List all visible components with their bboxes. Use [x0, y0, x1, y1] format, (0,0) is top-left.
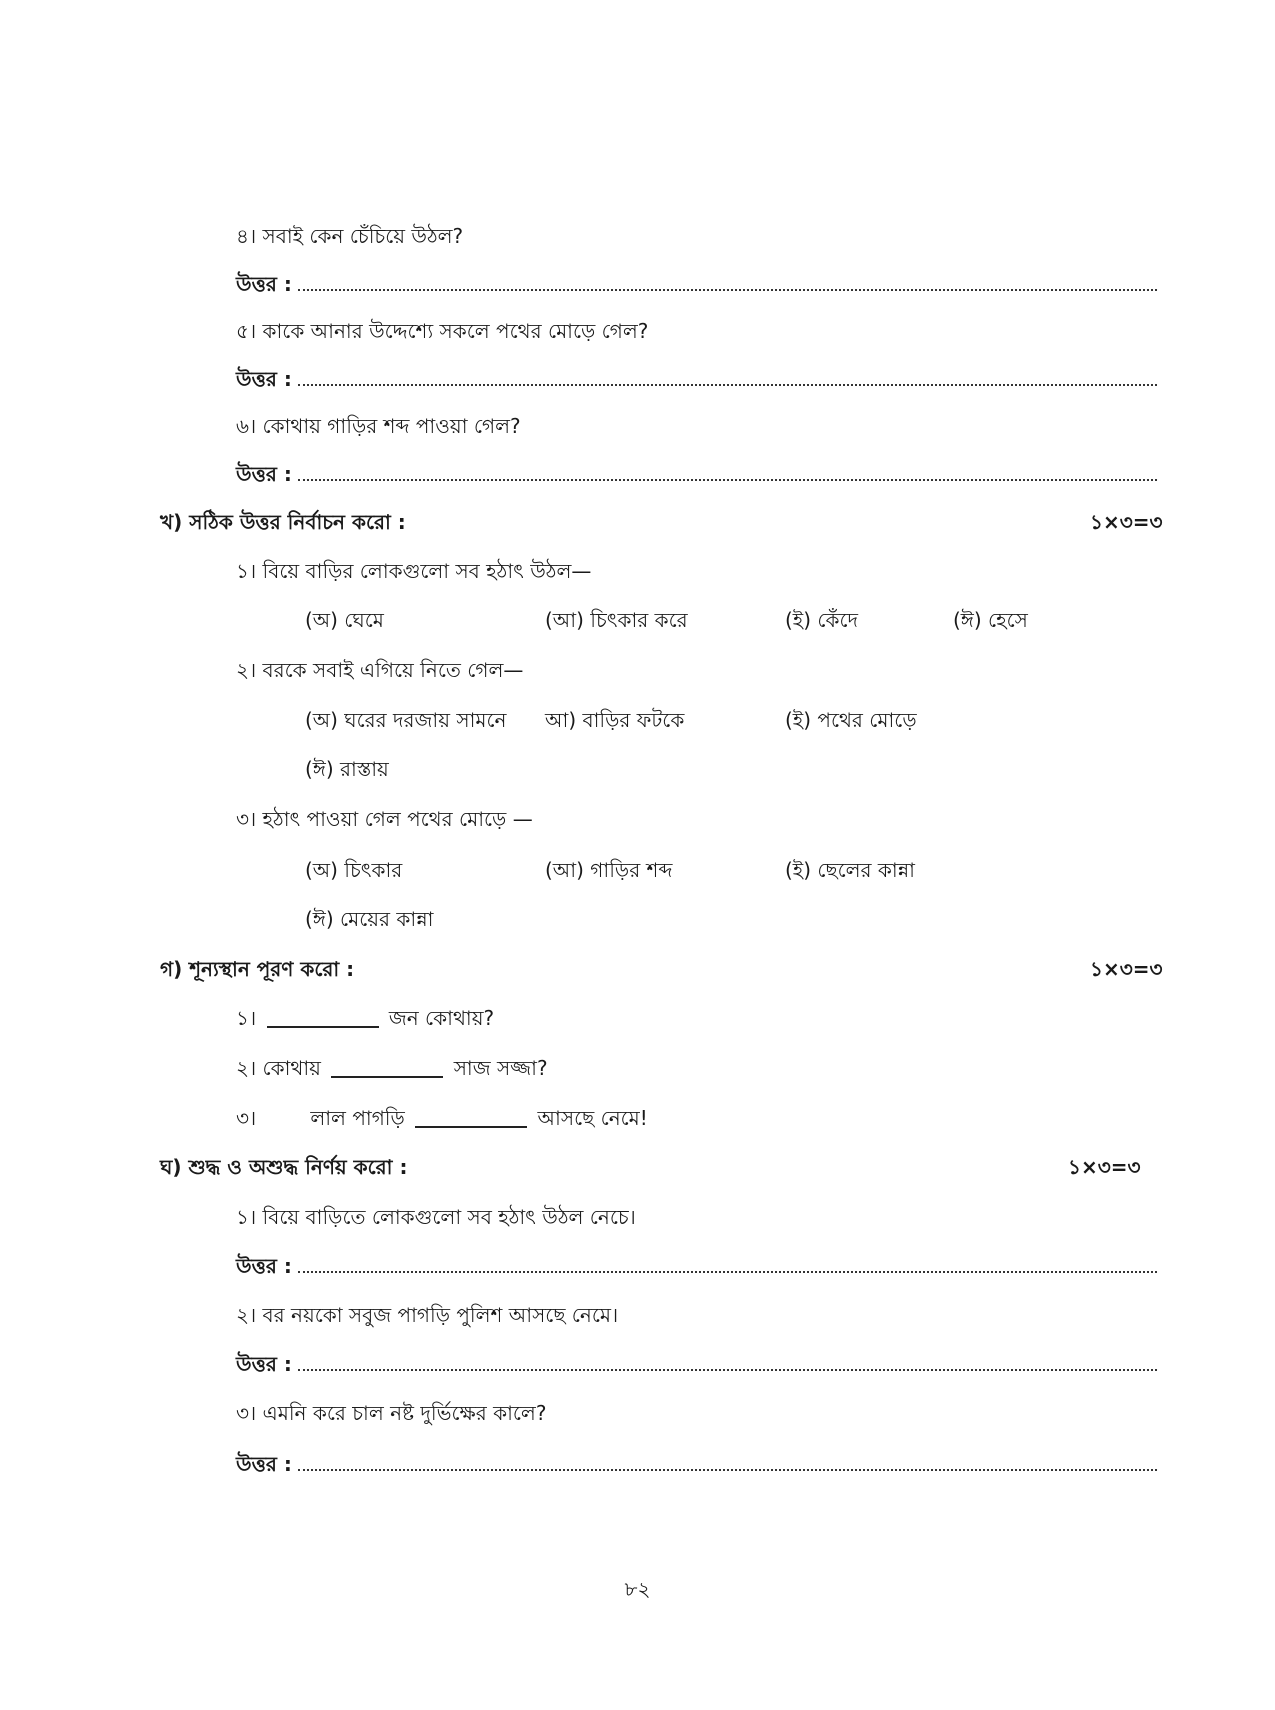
- section-ga-title: গ) শূন্যস্থান পূরণ করো :: [160, 957, 355, 981]
- fill-blank-1-pre: ১।: [236, 1006, 257, 1030]
- true-false-3: ৩। এমনি করে চাল নষ্ট দুর্ভিক্ষের কালে?: [236, 1401, 547, 1425]
- fill-blank-3-num: ৩।: [236, 1106, 257, 1130]
- mcq-3-option-aa: (আ) গাড়ির শব্দ: [545, 858, 673, 882]
- mcq-2-option-a: (অ) ঘরের দরজায় সামনে: [305, 708, 507, 732]
- answer-line-5: [236, 365, 1157, 393]
- mcq-1-option-i: (ই) কেঁদে: [785, 608, 859, 632]
- section-gha-title: ঘ) শুদ্ধ ও অশুদ্ধ নির্ণয় করো :: [160, 1155, 408, 1179]
- answer-dotted-line: [298, 366, 1157, 386]
- mcq-2-option-aa: আ) বাড়ির ফটকে: [545, 708, 685, 732]
- fill-blank-1: [236, 1004, 494, 1032]
- true-false-1: ১। বিয়ে বাড়িতে লোকগুলো সব হঠাৎ উঠল নেচে।: [236, 1205, 636, 1229]
- answer-line-4: [236, 270, 1157, 298]
- blank-line: [331, 1062, 443, 1078]
- fill-blank-1-post: জন কোথায়?: [388, 1006, 495, 1030]
- answer-label: উত্তর :: [236, 272, 292, 296]
- answer-line-6: [236, 460, 1157, 488]
- fill-blank-2-post: সাজ সজ্জা?: [453, 1056, 548, 1080]
- question-5: ৫। কাকে আনার উদ্দেশ্যে সকলে পথের মোড়ে গেল?: [236, 319, 649, 343]
- answer-label: উত্তর :: [236, 1452, 292, 1476]
- section-gha-marks: ১×৩=৩: [1068, 1155, 1141, 1179]
- answer-dotted-line: [298, 271, 1157, 291]
- mcq-3-option-i: (ই) ছেলের কান্না: [785, 858, 915, 882]
- mcq-3-option-ii: (ঈ) মেয়ের কান্না: [305, 907, 434, 931]
- fill-blank-2: [236, 1054, 548, 1082]
- true-false-2: ২। বর নয়কো সবুজ পাগড়ি পুলিশ আসছে নেমে।: [236, 1303, 619, 1327]
- answer-line-tf-1: [236, 1252, 1157, 1280]
- answer-label: উত্তর :: [236, 367, 292, 391]
- fill-blank-2-pre: ২। কোথায়: [236, 1056, 321, 1080]
- fill-blank-3-post: আসছে নেমে!: [537, 1106, 648, 1130]
- section-kha-marks: ১×৩=৩: [1090, 510, 1163, 534]
- mcq-1-question: ১। বিয়ে বাড়ির লোকগুলো সব হঠাৎ উঠল—: [236, 559, 592, 583]
- mcq-2-option-ii: (ঈ) রাস্তায়: [305, 757, 389, 781]
- section-kha-title: খ) সঠিক উত্তর নির্বাচন করো :: [160, 510, 406, 534]
- question-4: ৪। সবাই কেন চেঁচিয়ে উঠল?: [236, 224, 464, 248]
- question-6: ৬। কোথায় গাড়ির শব্দ পাওয়া গেল?: [236, 414, 521, 438]
- answer-dotted-line: [298, 1253, 1157, 1273]
- mcq-1-option-aa: (আ) চিৎকার করে: [545, 608, 688, 632]
- answer-label: উত্তর :: [236, 1352, 292, 1376]
- blank-line: [415, 1112, 527, 1128]
- mcq-2-option-i: (ই) পথের মোড়ে: [785, 708, 917, 732]
- answer-dotted-line: [298, 1351, 1157, 1371]
- fill-blank-3-pre: লাল পাগড়ি: [310, 1106, 405, 1130]
- mcq-1-option-ii: (ঈ) হেসে: [953, 608, 1028, 632]
- section-ga-marks: ১×৩=৩: [1090, 957, 1163, 981]
- answer-line-tf-3: [236, 1450, 1157, 1478]
- mcq-1-option-a: (অ) ঘেমে: [305, 608, 384, 632]
- page-number: ৮২: [624, 1577, 651, 1601]
- mcq-3-option-a: (অ) চিৎকার: [305, 858, 403, 882]
- fill-blank-3: [236, 1104, 648, 1132]
- answer-label: উত্তর :: [236, 462, 292, 486]
- answer-dotted-line: [298, 1451, 1157, 1471]
- mcq-2-question: ২। বরকে সবাই এগিয়ে নিতে গেল—: [236, 658, 524, 682]
- blank-line: [267, 1012, 379, 1028]
- answer-dotted-line: [298, 461, 1157, 481]
- mcq-3-question: ৩। হঠাৎ পাওয়া গেল পথের মোড়ে —: [236, 807, 533, 831]
- answer-label: উত্তর :: [236, 1254, 292, 1278]
- answer-line-tf-2: [236, 1350, 1157, 1378]
